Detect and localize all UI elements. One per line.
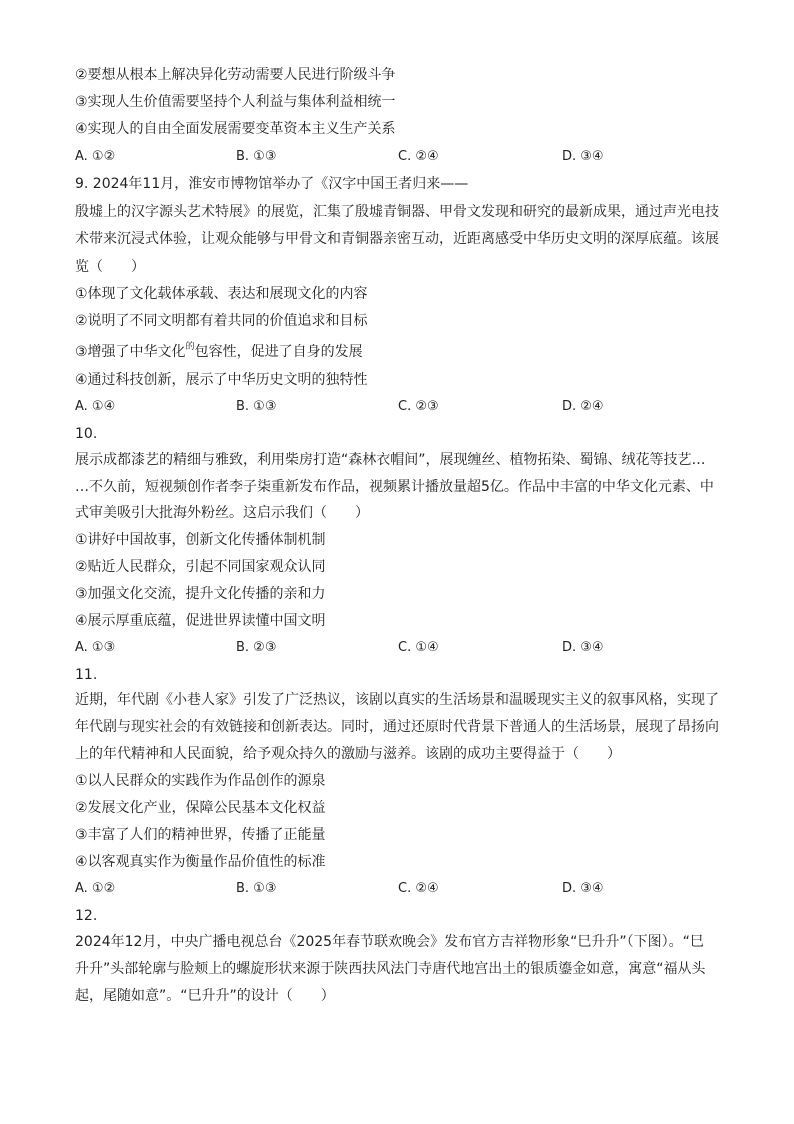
q11-option-c[interactable]: C. ②④ (398, 881, 439, 896)
q11-option-b[interactable]: B. ①③ (236, 881, 277, 896)
q11-option-d[interactable]: D. ③④ (562, 881, 604, 896)
q10-item-1: ①讲好中国故事，创新文化传播体制机制 (75, 532, 326, 548)
q8-option-d[interactable]: D. ③④ (562, 149, 604, 164)
q9-stem-line-1: 9. 2024年11月，淮安市博物馆举办了《汉字中国王者归来—— (75, 176, 469, 192)
q11-item-3: ③丰富了人们的精神世界，传播了正能量 (75, 827, 326, 843)
q9-option-a[interactable]: A. ①④ (75, 399, 116, 414)
q9-stem-line-3: 术带来沉浸式体验，让观众能够与甲骨文和青铜器亲密互动，近距离感受中华历史文明的深厚底蕴。该展 (75, 231, 719, 247)
q10-options (75, 638, 725, 658)
q9-option-c[interactable]: C. ②③ (398, 399, 439, 414)
q10-option-b[interactable]: B. ②③ (236, 640, 277, 655)
q10-item-3: ③加强文化交流，提升文化传播的亲和力 (75, 586, 326, 602)
q11-option-a[interactable]: A. ①② (75, 881, 116, 896)
q10-option-a[interactable]: A. ①③ (75, 640, 116, 655)
q10-item-2: ②贴近人民群众，引起不同国家观众认同 (75, 559, 326, 575)
q11-stem-line-3: 上的年代精神和人民面貌，给予观众持久的激励与滋养。该剧的成功主要得益于（ ） (75, 746, 621, 762)
q12-number: 12. (75, 908, 98, 924)
q12-stem-line-2: 升升”头部轮廓与脸颊上的螺旋形状来源于陕西扶风法门寺唐代地宫出土的银质鎏金如意，寓意“福从头 (75, 961, 706, 977)
q10-stem-line-1: 展示成都漆艺的精细与雅致，利用柴房打造“森林衣帽间”，展现缠丝、植物拓染、蜀锦、绒花等技艺… (75, 452, 706, 468)
q9-item-4: ④通过科技创新，展示了中华历史文明的独特性 (75, 372, 368, 388)
q8-item-4: ④实现人的自由全面发展需要变革资本主义生产关系 (75, 121, 396, 137)
q10-number: 10. (75, 426, 98, 442)
q11-stem-line-1: 近期，年代剧《小巷人家》引发了广泛热议，该剧以真实的生活场景和温暖现实主义的叙事风格，实现了 (75, 692, 719, 708)
q11-item-4: ④以客观真实作为衡量作品价值性的标准 (75, 854, 326, 870)
q9-option-d[interactable]: D. ②④ (562, 399, 604, 414)
q10-item-4: ④展示厚重底蕴，促进世界读懂中国文明 (75, 613, 326, 629)
q8-item-2: ②要想从根本上解决异化劳动需要人民进行阶级斗争 (75, 67, 396, 83)
q8-option-b[interactable]: B. ①③ (236, 149, 277, 164)
q10-option-c[interactable]: C. ①④ (398, 640, 439, 655)
q8-options (75, 147, 725, 167)
q11-item-1: ①以人民群众的实践作为作品创作的源泉 (75, 773, 326, 789)
q9-stem-line-2: 殷墟上的汉字源头艺术特展》的展览，汇集了殷墟青铜器、甲骨文发现和研究的最新成果，通过声光电技 (75, 204, 719, 220)
q9-item-2: ②说明了不同文明都有着共同的价值追求和目标 (75, 313, 368, 329)
q9-options (75, 397, 725, 417)
q11-options (75, 879, 725, 899)
q8-item-3: ③实现人生价值需要坚持个人利益与集体利益相统一 (75, 94, 396, 110)
q11-item-2: ②发展文化产业，保障公民基本文化权益 (75, 800, 326, 816)
q12-stem-line-1: 2024年12月，中央广播电视总台《2025年春节联欢晚会》发布官方吉祥物形象“巳升升”（下图）。“巳 (75, 934, 704, 950)
q11-number: 11. (75, 667, 98, 683)
q10-option-d[interactable]: D. ③④ (562, 640, 604, 655)
q9-stem-line-4: 览（ ） (75, 259, 145, 275)
q11-stem-line-2: 年代剧与现实社会的有效链接和创新表达。同时，通过还原时代背景下普通人的生活场景，展现了昂扬向 (75, 719, 719, 735)
q9-option-b[interactable]: B. ①③ (236, 399, 277, 414)
q8-option-a[interactable]: A. ①② (75, 149, 116, 164)
q8-option-c[interactable]: C. ②④ (398, 149, 439, 164)
q10-stem-line-2: …不久前，短视频创作者李子柒重新发布作品，视频累计播放量超5亿。作品中丰富的中华文化元素、中 (75, 479, 714, 495)
q9-item-1: ①体现了文化载体承载、表达和展现文化的内容 (75, 286, 368, 302)
q9-item-3: ③增强了中华文化$^的$包容性，促进了自身的发展 (75, 342, 363, 360)
q10-stem-line-3: 式审美吸引大批海外粉丝。这启示我们（ ） (75, 505, 369, 521)
q12-stem-line-3: 起，尾随如意”。“巳升升”的设计（ ） (75, 988, 335, 1004)
